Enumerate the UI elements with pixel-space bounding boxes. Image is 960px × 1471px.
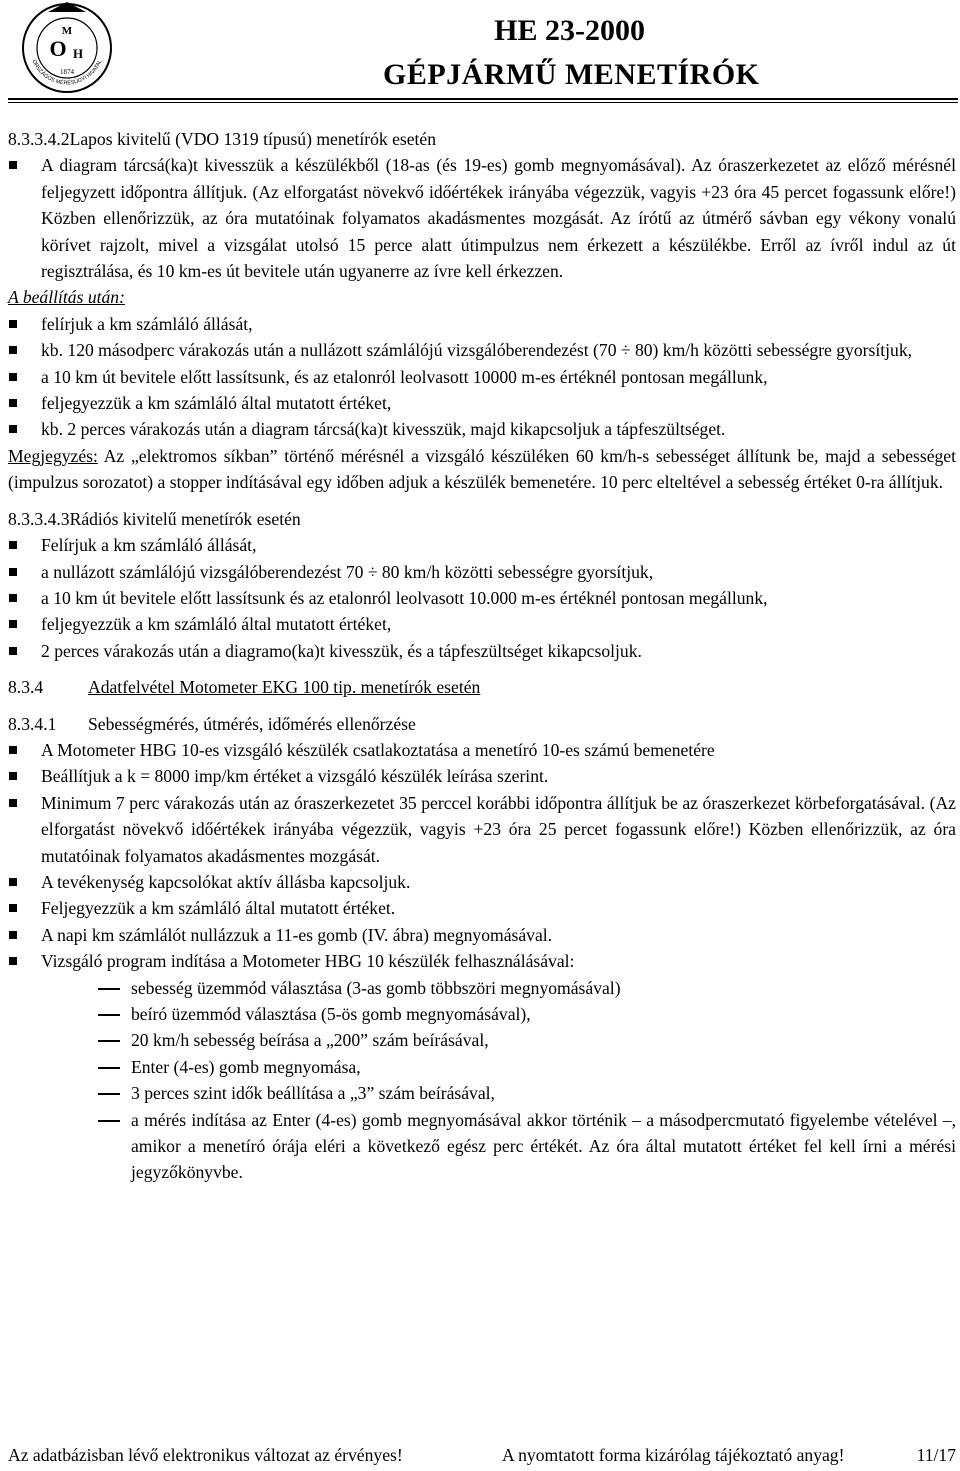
dash-bullet-icon [98, 1014, 120, 1016]
document-body [8, 126, 956, 1186]
square-bullet-icon [9, 568, 17, 576]
footer-validity-note: Az adatbázisban lévő elektronikus változat az érvényes! [8, 1445, 403, 1465]
bullet-item: kb. 120 másodperc várakozás után a nullázott számlálójú vizsgálóberendezést (70 ÷ 80) km/h közötti sebességre gyorsítjuk, [8, 337, 956, 363]
bullet-item: felírjuk a km számláló állását, [8, 311, 956, 337]
omh-logo [8, 2, 126, 94]
svg-text:O: O [49, 36, 67, 61]
square-bullet-icon [9, 931, 17, 939]
dash-item: 3 perces szint idők beállítása a „3” szám beírásával, [8, 1080, 956, 1106]
after-setup-label: A beállítás után: [8, 287, 125, 308]
section-heading-8-3-3-4-3: 8.3.3.4.3Rádiós kivitelű menetírók esetén [8, 508, 301, 529]
header-divider-thin [8, 102, 958, 103]
bullet-item: feljegyezzük a km számláló által mutatott értéket, [8, 611, 956, 637]
bullet-item: Felírjuk a km számláló állását, [8, 532, 956, 558]
section-heading-8-3-4-1: 8.3.4.1 Sebességmérés, útmérés, időmérés ellenőrzése [8, 713, 416, 734]
bullet-item: a 10 km út bevitele előtt lassítsunk és az etalonról leolvasott 10.000 m-es értéknél pontosan megállunk, [8, 585, 956, 611]
bullet-item: 2 perces várakozás után a diagramo(ka)t kivesszük, és a tápfeszültséget kikapcsoljuk. [8, 638, 956, 664]
bullet-item: A diagram tárcsá(ka)t kivesszük a készülékből (18-as (és 19-es) gomb megnyomásával). Az óraszerkezetet az előző mérésnél feljegyzett időpontra állítjuk. (Az elforgatást növekvő időértékek irányába végezzük, vagyis +23 óra 45 percet fogassunk előre!) Közben ellenőrizzük, az óra mutatóinak folyamatos akadásmentes mozgását. Az írótű az útmérő sávban egy vékony vonalú körívet rajzolt, mivel a vizsgálat utolsó 15 perce alatt útimpulzus nem érkezett a készülékbe. Erről az ívről indul az út regisztrálása, és 10 km-es út bevitele után ugyanerre az ívre kell érkezzen. [8, 152, 956, 284]
square-bullet-icon [9, 746, 17, 754]
bullet-item: Beállítjuk a k = 8000 imp/km értéket a vizsgáló készülék leírása szerint. [8, 763, 956, 789]
dash-bullet-icon [98, 1067, 120, 1069]
dash-item: sebesség üzemmód választása (3-as gomb többszöri megnyomásával) [8, 975, 956, 1001]
svg-text:ORSZÁGOS MÉRÉSÜGYI HIVATAL: ORSZÁGOS MÉRÉSÜGYI HIVATAL [30, 58, 104, 87]
dash-item: Enter (4-es) gomb megnyomása, [8, 1054, 956, 1080]
dash-bullet-icon [98, 1093, 120, 1095]
square-bullet-icon [9, 957, 17, 965]
bullet-item: A Motometer HBG 10-es vizsgáló készülék csatlakoztatása a menetíró 10-es számú bemenetére [8, 737, 956, 763]
svg-text:1874: 1874 [60, 68, 74, 76]
dash-bullet-icon [98, 988, 120, 990]
square-bullet-icon [9, 904, 17, 912]
note-paragraph: Megjegyzés: Az „elektromos síkban” történő mérésnél a vizsgáló készüléken 60 km/h-s sebességet állítunk be, majd a sebességet (impulzus sorozatot) a stopper indításával egy időben adjuk a készülék bemenetére. 10 perc elteltével a sebesség értéket 0-ra állítjuk. [8, 445, 956, 493]
svg-text:M: M [61, 25, 73, 37]
bullet-item: A tevékenység kapcsolókat aktív állásba kapcsoljuk. [8, 869, 956, 895]
footer-print-note: A nyomtatott forma kizárólag tájékoztató anyag! [502, 1445, 845, 1465]
square-bullet-icon [9, 799, 17, 807]
square-bullet-icon [9, 620, 17, 628]
dash-item: 20 km/h sebesség beírása a „200” szám beírásával, [8, 1027, 956, 1053]
bullet-item: A napi km számlálót nullázzuk a 11-es gomb (IV. ábra) megnyomásával. [8, 922, 956, 948]
square-bullet-icon [9, 772, 17, 780]
square-bullet-icon [9, 373, 17, 381]
square-bullet-icon [9, 399, 17, 407]
document-title: GÉPJÁRMŰ MENETÍRÓK [383, 58, 760, 91]
dash-bullet-icon [98, 1040, 120, 1042]
dash-bullet-icon [98, 1120, 120, 1122]
square-bullet-icon [9, 425, 17, 433]
section-heading-8-3-3-4-2: 8.3.3.4.2Lapos kivitelű (VDO 1319 típusú) menetírók esetén [8, 129, 437, 149]
dash-item: beíró üzemmód választása (5-ös gomb megnyomásával), [8, 1001, 956, 1027]
page-number: 11/17 [916, 1445, 956, 1465]
bullet-item: feljegyezzük a km számláló által mutatott értéket, [8, 390, 956, 416]
bullet-item: Feljegyezzük a km számláló által mutatott értéket. [8, 895, 956, 921]
document-code: HE 23-2000 [494, 14, 645, 47]
square-bullet-icon [9, 594, 17, 602]
square-bullet-icon [9, 320, 17, 328]
bullet-item: kb. 2 perces várakozás után a diagram tárcsá(ka)t kivesszük, majd kikapcsoljuk a tápfeszültséget. [8, 416, 956, 442]
svg-text:H: H [72, 46, 84, 61]
section-heading-8-3-4: 8.3.4 Adatfelvétel Motometer EKG 100 tip. menetírók esetén [8, 677, 481, 698]
square-bullet-icon [9, 161, 17, 169]
dash-item: a mérés indítása az Enter (4-es) gomb megnyomásával akkor történik – a másodpercmutató figyelembe vételével –, amikor a menetíró órája eléri a következő egész perc értékét. Az óra által mutatott értéket fel kell írni a mérési jegyzőkönyvbe. [8, 1107, 956, 1186]
square-bullet-icon [9, 346, 17, 354]
bullet-item: a 10 km út bevitele előtt lassítsunk, és az etalonról leolvasott 10000 m-es értéknél pontosan megállunk, [8, 364, 956, 390]
square-bullet-icon [9, 647, 17, 655]
square-bullet-icon [9, 541, 17, 549]
bullet-item: Minimum 7 perc várakozás után az óraszerkezetet 35 perccel korábbi időpontra állítjuk be az óraszerkezet körbeforgatásával. (Az elforgatást növekvő időértékek irányába végezzük, vagyis +23 óra 25 percet fogassunk előre!) Közben ellenőrizzük, az óra mutatóinak folyamatos akadásmentes mozgását. [8, 790, 956, 869]
header-divider [8, 98, 958, 100]
square-bullet-icon [9, 878, 17, 886]
bullet-item: Vizsgáló program indítása a Motometer HBG 10 készülék felhasználásával: [8, 948, 956, 974]
bullet-item: a nullázott számlálójú vizsgálóberendezést 70 ÷ 80 km/h közötti sebességre gyorsítjuk, [8, 559, 956, 585]
